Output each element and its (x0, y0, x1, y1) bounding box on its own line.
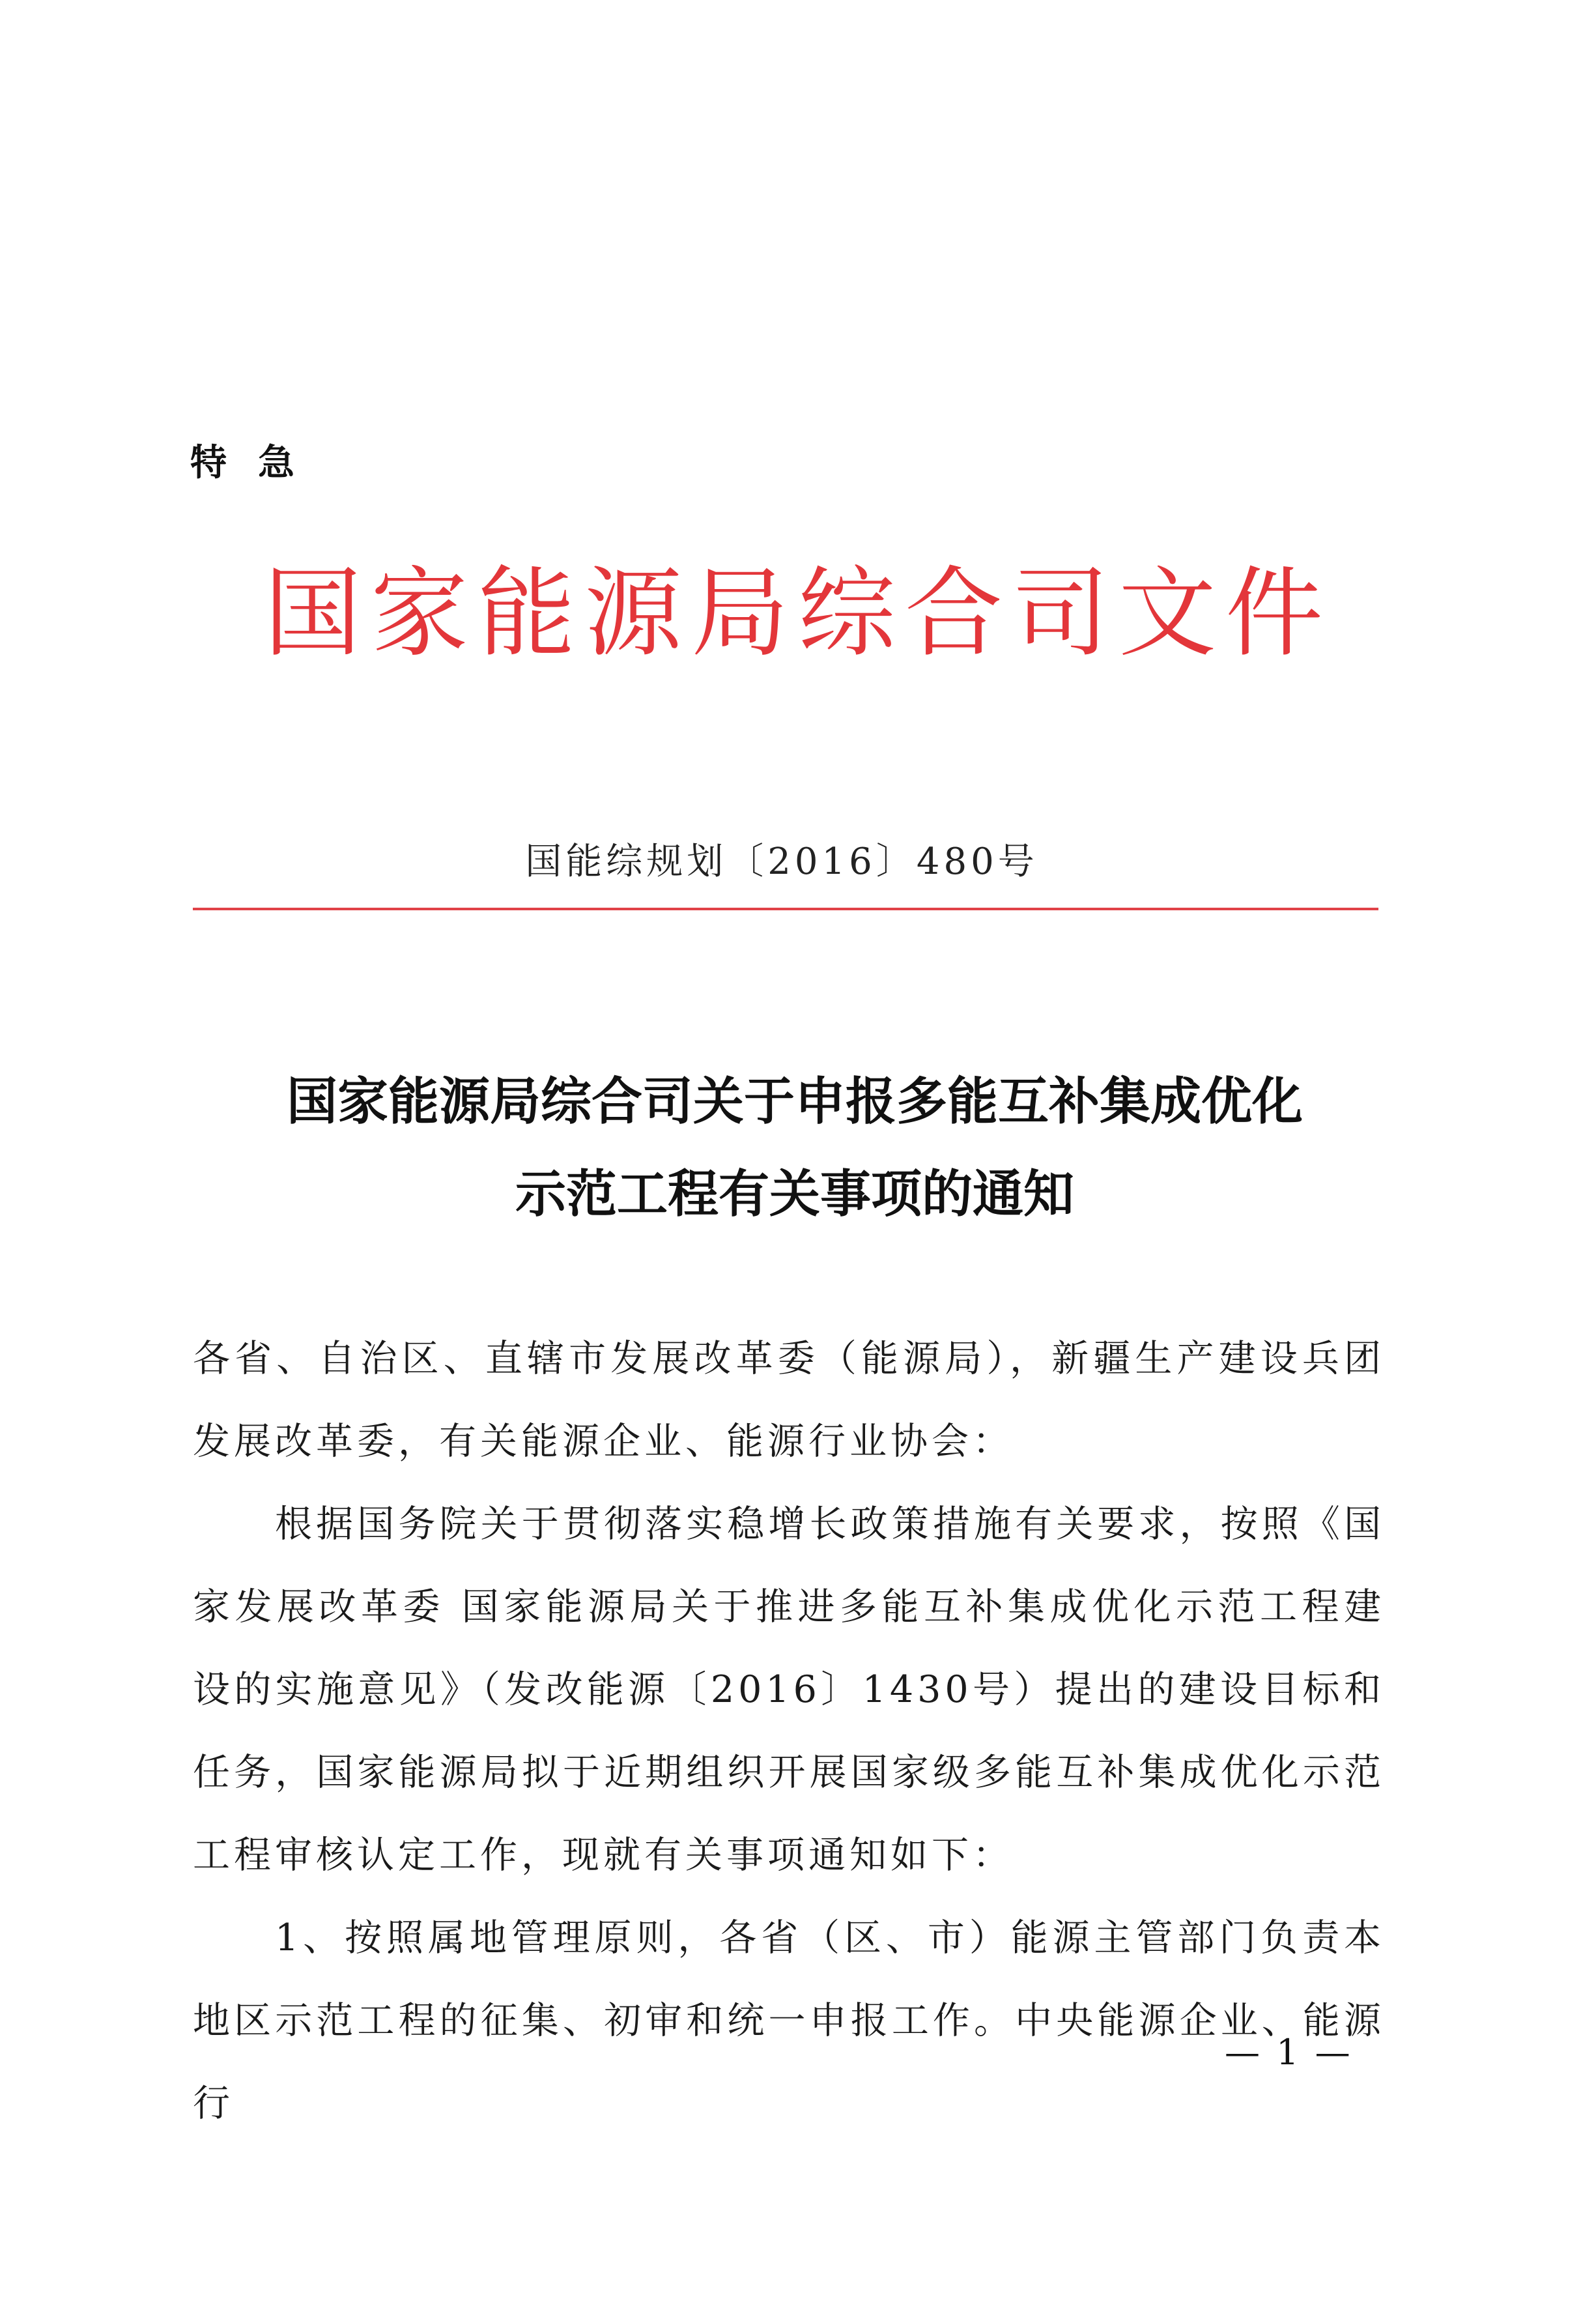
document-body (193, 1318, 1385, 2145)
document-title (169, 1056, 1420, 1241)
document-masthead: 国家能源局综合司文件 (263, 557, 1332, 671)
addressee-paragraph: 各省、自治区、直辖市发展改革委（能源局），新疆生产建设兵团发展改革委，有关能源企业、能源行业协会： (193, 1337, 1385, 1463)
title-line-2: 示范工程有关事项的通知 (515, 1164, 1074, 1224)
red-divider-line (193, 908, 1378, 910)
title-line-1: 国家能源局综合司关于申报多能互补集成优化 (286, 1072, 1303, 1131)
document-number: 国能综规划〔2016〕480号 (525, 841, 1038, 883)
urgency-label: 特急 (190, 442, 326, 484)
body-paragraph-2: 1、按照属地管理原则，各省（区、市）能源主管部门负责本地区示范工程的征集、初审和统一申报工作。中央能源企业、能源行 (193, 1916, 1385, 2125)
page-number: — 1 — (1225, 2032, 1353, 2073)
body-paragraph-1: 根据国务院关于贯彻落实稳增长政策措施有关要求，按照《国家发展改革委 国家能源局关于推进多能互补集成优化示范工程建设的实施意见》（发改能源〔2016〕1430号）提出的建设目标和任务，国家能源局拟于近期组织开展国家级多能互补集成优化示范工程审核认定工作，现就有关事项通知如下： (193, 1503, 1385, 1877)
